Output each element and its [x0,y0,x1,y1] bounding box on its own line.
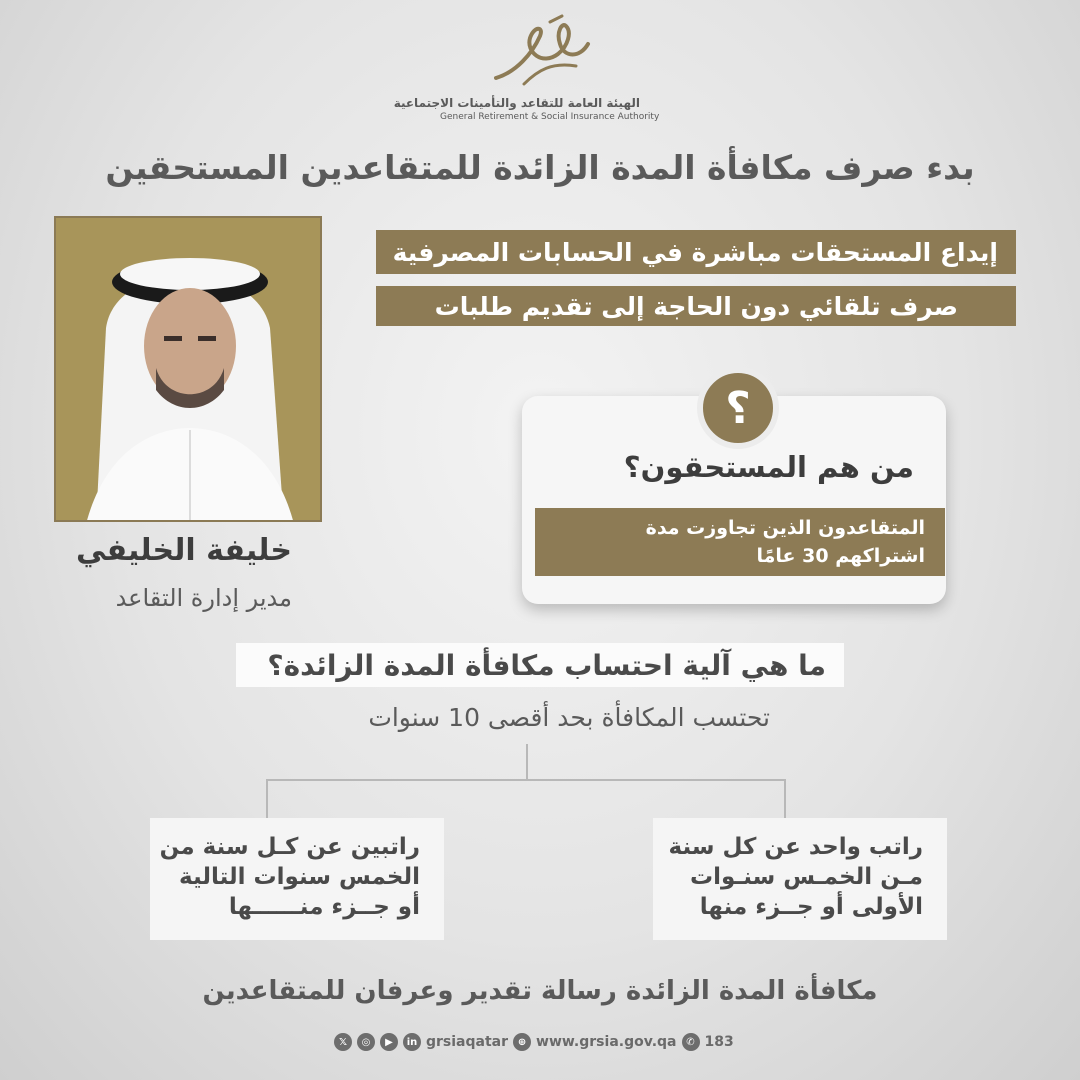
youtube-icon[interactable]: ▶ [380,1033,398,1051]
mechanism-caption: تحتسب المكافأة بحد أقصى 10 سنوات [368,703,770,732]
org-name-english: General Retirement & Social Insurance Authority [440,112,660,122]
connector-right-drop [784,779,786,818]
person-name: خليفة الخليفي [76,533,292,568]
box-line: راتب واحد عن كل سنة [668,834,923,860]
first-five-years-box [653,818,947,940]
phone-number[interactable]: 183 [704,1034,734,1050]
eligibility-question: من هم المستحقون؟ [623,450,914,484]
signature-logo-icon [488,14,592,90]
box-line: مـن الخمـس سنـوات [690,864,923,890]
eligibility-answer [535,508,945,576]
connector-vertical [526,744,528,780]
second-five-years-box [150,818,444,940]
person-portrait-icon [56,218,322,522]
connector-left-drop [266,779,268,818]
instagram-icon[interactable]: ◎ [357,1033,375,1051]
globe-icon: ⊕ [513,1033,531,1051]
box-line: الخمس سنوات التالية [179,864,420,890]
box-line: راتبين عن كـل سنة من [159,834,420,860]
box-line: الأولى أو جــزء منها [699,894,923,920]
footer-message: مكافأة المدة الزائدة رسالة تقدير وعرفان للمتقاعدين [202,976,878,1006]
banner-automatic-payment: صرف تلقائي دون الحاجة إلى تقديم طلبات [376,286,1016,326]
person-photo [54,216,322,522]
org-name-arabic: الهيئة العامة للتقاعد والتأمينات الاجتماعية [393,96,640,110]
box-line: أو جــزء منــــــها [228,894,420,920]
person-title: مدير إدارة التقاعد [115,584,292,612]
mechanism-question: ما هي آلية احتساب مكافأة المدة الزائدة؟ [236,643,844,687]
website-link[interactable]: www.grsia.gov.qa [536,1034,677,1050]
page-title: بدء صرف مكافأة المدة الزائدة للمتقاعدين المستحقين [105,148,975,187]
eligibility-answer-line-1: المتقاعدون الذين تجاوزت مدة [645,517,925,539]
question-mark-icon: ؟ [697,367,779,449]
contact-bar [334,1030,746,1054]
linkedin-icon[interactable]: in [403,1033,421,1051]
social-handle[interactable]: grsiaqatar [426,1034,509,1050]
connector-horizontal [266,779,786,781]
x-icon[interactable]: 𝕏 [334,1033,352,1051]
banner-direct-deposit: إيداع المستحقات مباشرة في الحسابات المصرفية [376,230,1016,274]
phone-icon: ✆ [682,1033,700,1051]
eligibility-answer-line-2: اشتراكهم 30 عامًا [756,545,925,567]
